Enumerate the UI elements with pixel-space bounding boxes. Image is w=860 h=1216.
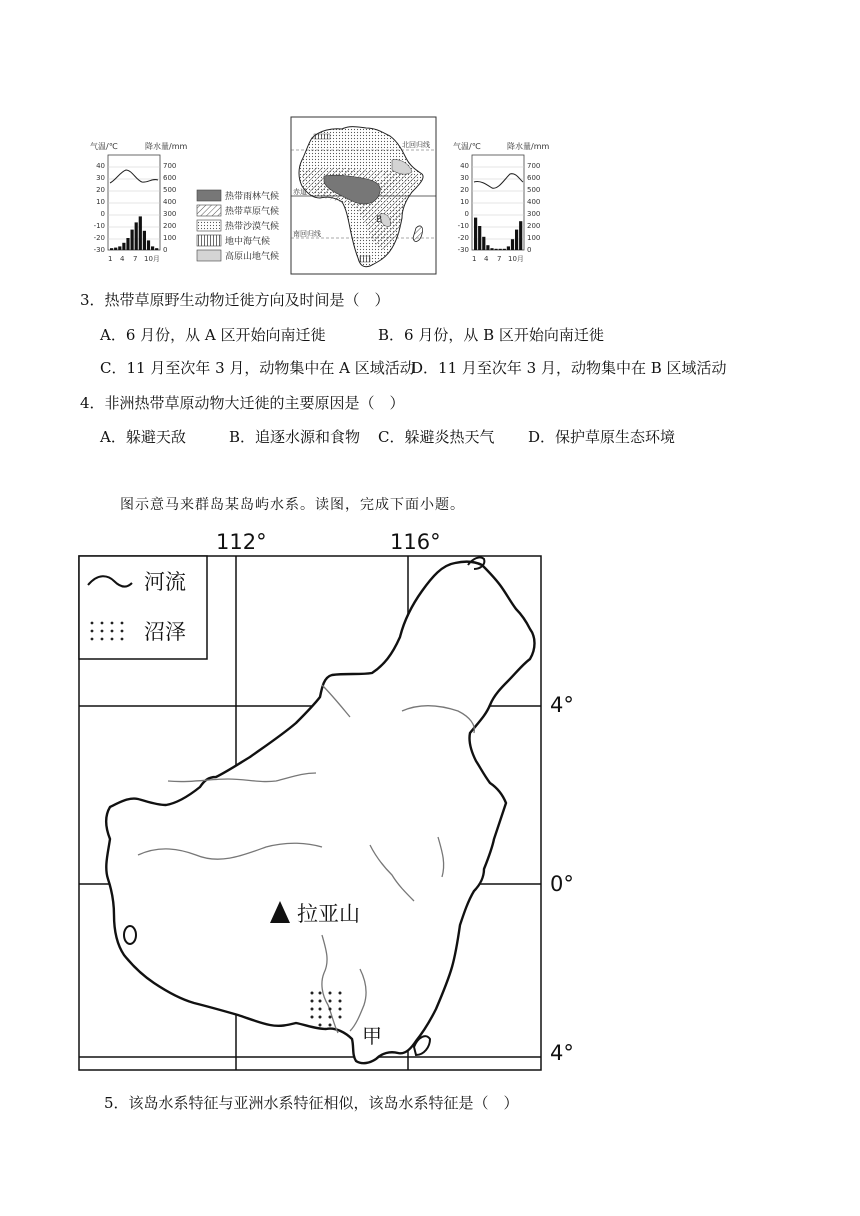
left-precip-tick: 700	[163, 162, 177, 170]
legend-label: 热带草原气候	[225, 207, 280, 217]
right-month-tick: 10月	[508, 255, 524, 263]
precip-bar	[482, 237, 485, 250]
left-temp-tick: -30	[93, 246, 105, 254]
left-month-tick: 10月	[144, 255, 160, 263]
right-temp-curve	[474, 174, 523, 189]
left-temp-tick: 30	[96, 174, 105, 182]
left-precip-tick: 600	[163, 174, 177, 182]
legend-box	[79, 556, 207, 659]
precip-bar	[122, 243, 125, 250]
precip-bar	[490, 248, 493, 250]
africa-map	[291, 117, 436, 274]
lon-label-116: 116°	[390, 530, 441, 554]
left-temp-label: 气温/℃	[90, 142, 118, 151]
legend-label: 热带雨林气候	[225, 192, 280, 202]
question-4-option-b[interactable]: B．追逐水源和食物	[229, 428, 361, 446]
right-precip-bars	[474, 218, 522, 250]
right-precip-tick: 0	[527, 246, 532, 254]
precip-bar	[495, 249, 498, 250]
right-temp-tick: -20	[457, 234, 469, 242]
right-precip-label: 降水量/mm	[507, 142, 550, 151]
island-river-map	[70, 525, 590, 1080]
figure2-intro: 图示意马来群岛某岛屿水系。读图，完成下面小题。	[120, 497, 465, 513]
legend-swatch-mediterranean	[197, 235, 221, 246]
islet-west	[124, 926, 136, 944]
precip-bar	[135, 222, 138, 250]
precip-bar	[519, 221, 522, 250]
region-b-label: B	[376, 215, 383, 225]
precip-bar	[155, 248, 158, 250]
place-label-jia: 甲	[362, 1024, 382, 1048]
question-3-option-b[interactable]: B．6 月份，从 B 区开始向南迁徙	[378, 326, 604, 344]
question-3-option-c[interactable]: C．11 月至次年 3 月，动物集中在 A 区域活动	[100, 359, 415, 377]
left-climate-chart	[90, 141, 187, 263]
question-3-option-d[interactable]: D．11 月至次年 3 月，动物集中在 B 区域活动	[411, 359, 727, 377]
question-4-option-a[interactable]: A．躲避天敌	[100, 428, 186, 446]
south-tropic-label: 南回归线	[293, 230, 321, 238]
right-month-tick: 7	[497, 255, 502, 263]
precip-bar	[126, 238, 129, 250]
right-temp-label: 气温/℃	[453, 142, 481, 151]
left-temp-tick: -10	[93, 222, 105, 230]
question-3-stem: 3．热带草原野生动物迁徙方向及时间是（ ）	[80, 291, 390, 309]
question-4-stem: 4．非洲热带草原动物大迁徙的主要原因是（ ）	[80, 394, 405, 412]
legend-swatch-highland	[197, 250, 221, 261]
legend-river-label: 河流	[144, 570, 186, 594]
region-a-label: A	[378, 173, 385, 183]
legend-swatch-rainforest	[197, 190, 221, 201]
precip-bar	[478, 226, 481, 250]
right-precip-tick: 400	[527, 198, 541, 206]
north-tropic-label: 北回归线	[402, 141, 430, 149]
right-month-tick: 1	[472, 255, 477, 263]
left-temp-tick: 40	[96, 162, 105, 170]
precip-bar	[507, 246, 510, 250]
right-precip-tick: 700	[527, 162, 541, 170]
question-3-option-a[interactable]: A．6 月份，从 A 区开始向南迁徙	[100, 326, 326, 344]
legend-swamp-label: 沼泽	[144, 620, 186, 644]
precip-bar	[131, 230, 134, 250]
precip-bar	[118, 246, 121, 250]
left-temp-curve	[110, 170, 158, 183]
left-month-tick: 7	[133, 255, 138, 263]
left-precip-tick: 0	[163, 246, 168, 254]
precip-bar	[474, 218, 477, 250]
right-precip-tick: 300	[527, 210, 541, 218]
climate-legend	[197, 190, 279, 262]
legend-label: 高原山地气候	[225, 252, 280, 262]
right-temp-tick: 20	[460, 186, 469, 194]
precip-bar	[511, 239, 514, 250]
left-temp-tick: 20	[96, 186, 105, 194]
mountain-label: 拉亚山	[297, 902, 360, 926]
right-temp-tick: 0	[464, 210, 469, 218]
lon-label-112: 112°	[216, 530, 267, 554]
right-temp-tick: 40	[460, 162, 469, 170]
precip-bar	[147, 240, 150, 250]
left-precip-tick: 500	[163, 186, 177, 194]
left-precip-tick: 100	[163, 234, 177, 242]
precip-bar	[499, 249, 502, 250]
precip-bar	[143, 231, 146, 250]
lat-label-4n: 4°	[550, 693, 574, 717]
precip-bar	[515, 230, 518, 250]
mediterranean-north	[314, 134, 330, 139]
right-climate-chart	[453, 141, 549, 263]
africa-climate-figure	[80, 110, 560, 275]
precip-bar	[110, 248, 113, 250]
left-month-tick: 1	[108, 255, 113, 263]
right-precip-tick: 600	[527, 174, 541, 182]
legend-label: 热带沙漠气候	[225, 222, 280, 232]
legend-swatch-savanna	[197, 205, 221, 216]
question-4-option-d[interactable]: D．保护草原生态环境	[528, 428, 676, 446]
legend-label: 地中海气候	[225, 237, 271, 247]
right-temp-tick: -10	[457, 222, 469, 230]
precip-bar	[486, 245, 489, 250]
left-precip-bars	[110, 216, 158, 250]
lat-label-0: 0°	[550, 872, 574, 896]
question-5-stem: 5．该岛水系特征与亚洲水系特征相似，该岛水系特征是（ ）	[104, 1094, 519, 1112]
left-precip-label: 降水量/mm	[145, 142, 188, 151]
equator-label: 赤道	[293, 188, 307, 196]
right-temp-tick: 10	[460, 198, 469, 206]
precip-bar	[114, 248, 117, 250]
precip-bar	[139, 216, 142, 250]
precip-bar	[151, 246, 154, 250]
question-4-option-c[interactable]: C．躲避炎热天气	[378, 428, 495, 446]
left-precip-tick: 200	[163, 222, 177, 230]
lat-label-4s: 4°	[550, 1041, 574, 1065]
left-month-tick: 4	[120, 255, 125, 263]
legend-swatch-desert	[197, 220, 221, 231]
left-temp-tick: 10	[96, 198, 105, 206]
map-legend	[79, 556, 207, 659]
precip-bar	[503, 249, 506, 250]
right-precip-tick: 500	[527, 186, 541, 194]
right-month-tick: 4	[484, 255, 489, 263]
right-temp-tick: -30	[457, 246, 469, 254]
mediterranean-south	[360, 256, 370, 262]
left-precip-tick: 300	[163, 210, 177, 218]
right-temp-tick: 30	[460, 174, 469, 182]
left-temp-tick: 0	[100, 210, 105, 218]
right-precip-tick: 200	[527, 222, 541, 230]
left-chart-frame	[108, 155, 160, 250]
right-precip-tick: 100	[527, 234, 541, 242]
left-temp-tick: -20	[93, 234, 105, 242]
left-precip-tick: 400	[163, 198, 177, 206]
